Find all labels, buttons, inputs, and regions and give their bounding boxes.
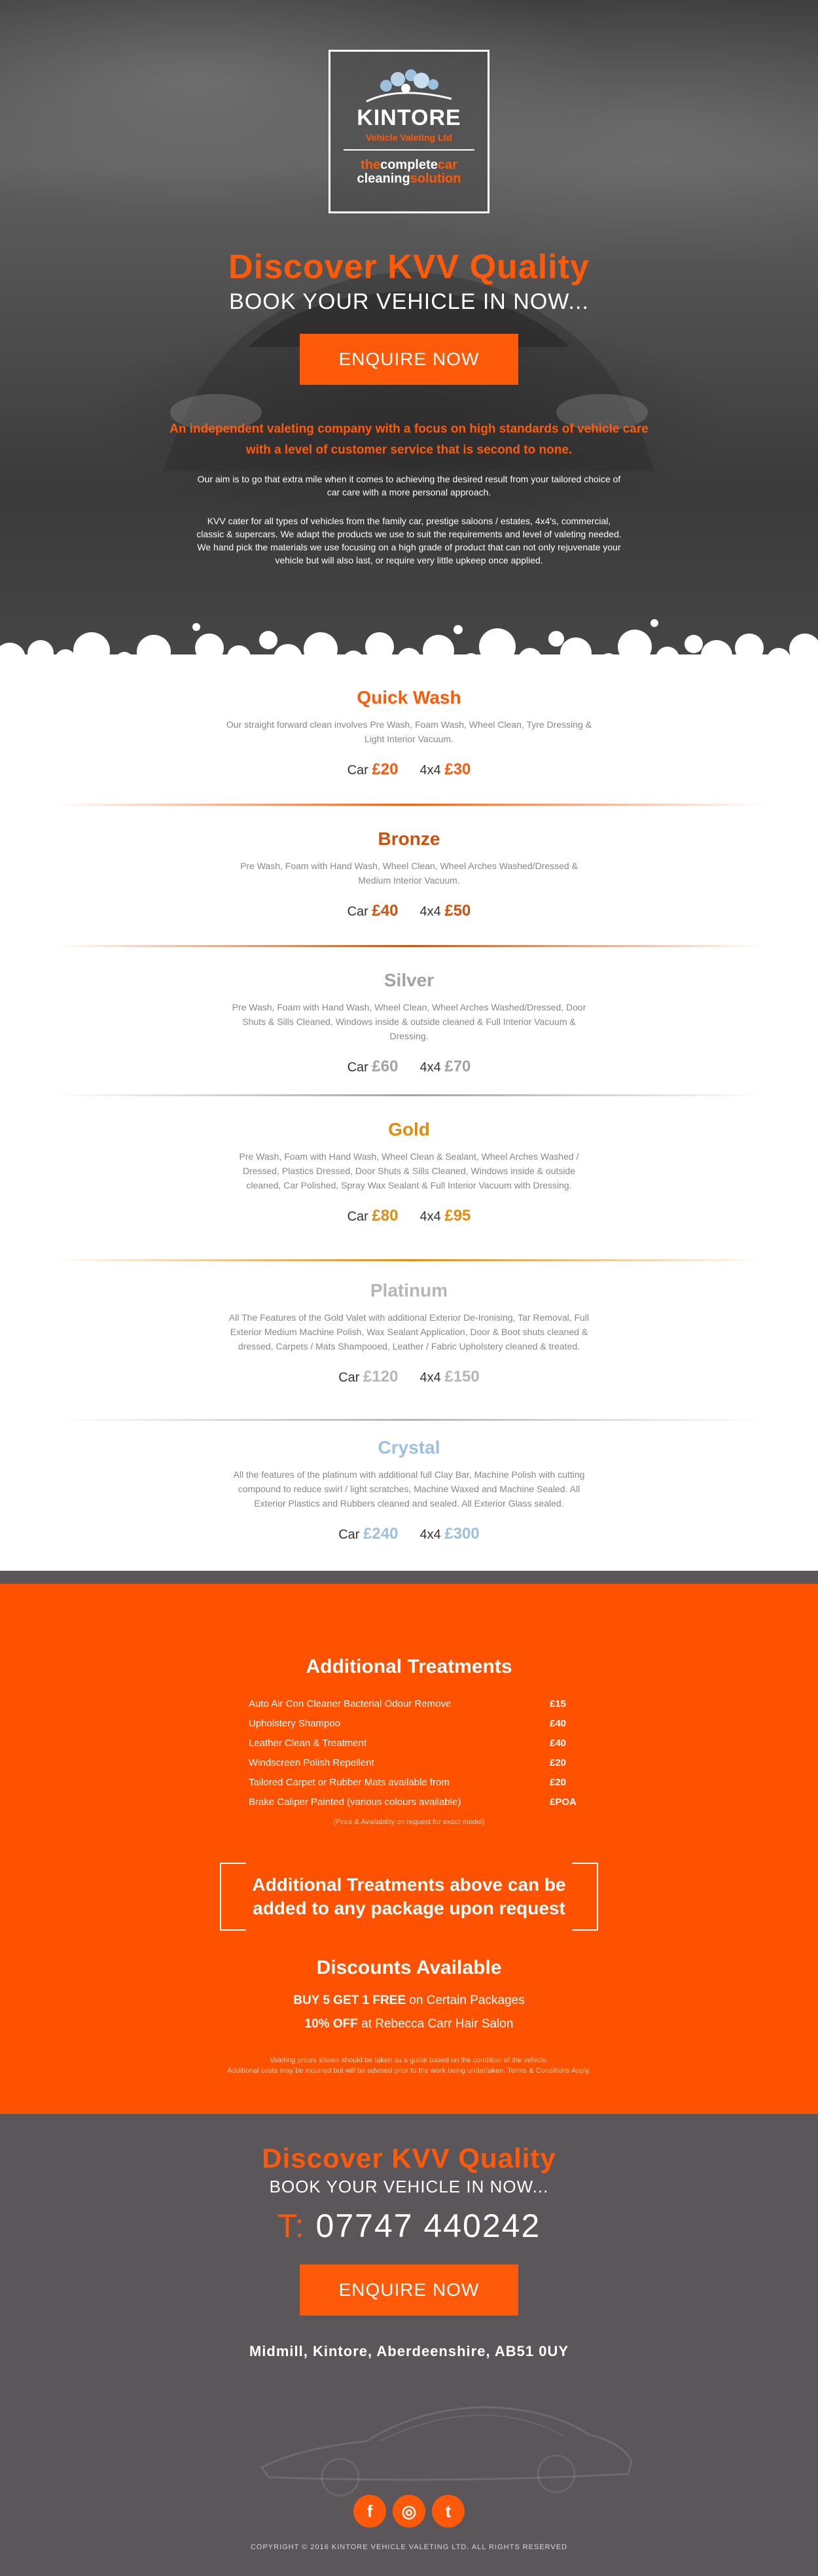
list-item [249,1753,576,1772]
tag-the: the [361,158,381,172]
package-name: Gold [388,1119,430,1139]
discount-offer-2 [0,2017,818,2031]
hero-enquire-button[interactable]: ENQUIRE NOW [300,334,518,385]
treatments-note: (Price & Availability on request for exact model) [333,1818,485,1826]
pricing-disclaimer [0,2055,818,2076]
bubbles-divider-top [0,601,818,673]
treatment-price: £40 [550,1737,567,1749]
4x4-price: £95 [444,1207,471,1225]
package-name: Crystal [378,1437,440,1458]
disclaimer-line-2: Additional costs may be incurred but will be advised prior to the work being undertaken. Terms & Conditions Apply. [227,2067,591,2075]
car-outline-icon [249,2369,641,2500]
treatment-price: £POA [550,1796,577,1808]
tag-cleaning: cleaning [357,171,410,186]
package-quick-wash [0,687,818,779]
4x4-label: 4x4 [419,1209,441,1224]
discount-1-text: on Certain Packages [406,1994,525,2007]
package-silver [0,970,818,1076]
treatment-name: Upholstery Shampoo [249,1717,341,1729]
tag-solution: solution [410,171,461,186]
treatment-price: £20 [550,1757,567,1768]
package-name: Silver [383,970,435,990]
box-corner [572,1863,598,1864]
treatment-name: Windscreen Polish Repellent [249,1757,374,1768]
car-price: £240 [363,1525,399,1543]
treatments-title: Additional Treatments [306,1656,512,1677]
brand-name: KINTORE [357,105,461,130]
package-divider [52,1419,766,1421]
treatment-name: Brake Caliper Painted (various colours available) [249,1796,461,1808]
discount-offer-1 [0,1994,818,2008]
package-divider [52,1094,766,1096]
footer-address: Midmill, Kintore, Aberdeenshire, AB51 0UY [249,2343,569,2359]
bubbles-divider-orange [0,1576,818,1648]
car-price: £80 [372,1207,399,1225]
bubbles-icon [360,66,458,104]
package-prices [0,1207,818,1225]
brand-subtitle: Vehicle Valeting Ltd [366,132,452,143]
social-links [353,2495,465,2529]
list-item [249,1792,576,1812]
car-label: Car [338,1528,360,1542]
hero-paragraph-1: Our aim is to go that extra mile when it comes to achieving the desired result from your tailored choice of car care with a more personal approach. [197,474,621,497]
treatment-price: £15 [550,1698,567,1709]
discounts-title: Discounts Available [316,1957,502,1978]
package-description: Pre Wash, Foam with Hand Wash, Wheel Clean, Wheel Arches Washed/Dressed & Medium Interior Vacuum. [240,861,578,885]
package-description: Our straight forward clean involves Pre Wash, Foam Wash, Wheel Clean, Tyre Dressing & Light Interior Vacuum. [226,719,592,744]
hero-title: Discover KVV Quality [228,248,590,286]
4x4-label: 4x4 [419,1060,441,1075]
package-prices [0,1058,818,1076]
treatments-list [249,1694,576,1812]
tag-complete: complete [380,158,438,172]
car-price: £40 [372,902,399,920]
package-crystal [0,1437,818,1543]
hero-section [0,0,818,654]
4x4-price: £70 [444,1058,471,1075]
footer-phone[interactable] [0,2207,818,2245]
box-corner [572,1929,598,1931]
discount-2-text: at Rebecca Carr Hair Salon [357,2017,514,2031]
4x4-label: 4x4 [419,1370,441,1385]
package-description: All The Features of the Gold Valet with additional Exterior De-Ironising, Tar Removal, Full Exterior Medium Machine Polish, Wax Sealant Application, Door & Boot shuts cleaned & dressed, Carpets / Mats Shampooed, Leather / Fabric Upholstery cleaned & treated. [228,1312,590,1351]
package-platinum [0,1280,818,1386]
discount-2-highlight: 10% OFF [304,2017,358,2031]
hero-subtitle: BOOK YOUR VEHICLE IN NOW... [229,289,589,314]
package-bronze [0,829,818,920]
brand-tagline-line2 [357,171,461,186]
package-name: Bronze [378,829,440,849]
list-item [249,1694,576,1713]
car-label: Car [347,763,368,778]
package-name: Quick Wash [357,687,461,707]
hero-paragraph-2: KVV cater for all types of vehicles from the family car, prestige saloons / estates, 4x4's, commercial, classic & supercars. We adapt the products we use to suit the requirements and level of valeting needed. We hand pick the materials we use focusing on a high grade of product that can not only rejuvenate your vehicle but will also last, or require very little upkeep once applied. [196,516,622,565]
package-divider [52,1259,766,1261]
box-corner [220,1929,246,1931]
instagram-icon[interactable]: ◎ [393,2495,425,2528]
treatment-price: £20 [550,1776,567,1788]
package-divider [52,945,766,947]
car-label: Car [347,1209,368,1224]
phone-prefix: T: [277,2208,306,2244]
packages-section [0,654,818,1571]
list-item [249,1713,576,1733]
package-description: All the features of the platinum with additional full Clay Bar, Machine Polish with cutting compound to reduce swirl / light scratches, Machine Waxed and Machine Sealed. All Exterior Plastics and Rubbers cleaned and sealed. All Exterior Glass sealed. [233,1469,585,1509]
twitter-icon[interactable]: t [432,2495,465,2528]
car-price: £60 [372,1058,399,1075]
box-corner [220,1863,246,1864]
logo-divider [344,149,474,151]
tag-car: car [437,158,457,172]
package-name: Platinum [370,1280,448,1300]
package-prices [0,760,818,779]
package-description: Pre Wash, Foam with Hand Wash, Wheel Clean & Sealant, Wheel Arches Washed / Dressed, Plastics Dressed, Door Shuts & Sills Cleaned, Windows inside & outside cleaned, Car Polished, Spray Wax Sealant & Full Interior Vacuum with Dressing. [239,1151,579,1190]
callout-line-2: added to any package upon request [253,1898,565,1918]
footer-title: Discover KVV Quality [262,2143,556,2174]
treatment-name: Tailored Carpet or Rubber Mats available from [249,1776,450,1788]
facebook-icon[interactable]: f [353,2495,386,2528]
package-description: Pre Wash, Foam with Hand Wash, Wheel Clean, Wheel Arches Washed/Dressed, Door Shuts & Sills Cleaned, Windows inside & outside cleaned & Full Interior Vacuum & Dressing. [232,1002,586,1041]
treatment-price: £40 [550,1717,567,1729]
phone-number[interactable]: 07747 440242 [315,2208,541,2244]
car-label: Car [338,1370,360,1385]
hero-intro-text: An independent valeting company with a focus on high standards of vehicle care with a level of customer service that is second to none. [169,422,649,457]
car-price: £20 [372,760,399,778]
brand-tagline-line1 [361,158,457,171]
4x4-price: £150 [444,1368,480,1386]
car-price: £120 [363,1368,399,1386]
4x4-label: 4x4 [419,763,441,778]
4x4-price: £300 [444,1525,480,1543]
treatments-callout-box [220,1863,598,1931]
disclaimer-line-1: Valeting prices shown should be taken as a guide based on the condition of the vehicle. [270,2056,548,2064]
discount-1-highlight: BUY 5 GET 1 FREE [293,1994,406,2007]
package-prices [0,1368,818,1386]
treatment-name: Leather Clean & Treatment [249,1737,367,1749]
list-item [249,1733,576,1753]
callout-line-1: Additional Treatments above can be [252,1874,566,1895]
4x4-label: 4x4 [419,904,441,919]
list-item [249,1772,576,1792]
treatment-name: Auto Air Con Cleaner Bacterial Odour Remove [249,1698,452,1709]
car-label: Car [347,904,368,919]
4x4-label: 4x4 [419,1528,441,1542]
footer-enquire-button[interactable]: ENQUIRE NOW [300,2264,518,2316]
car-label: Car [347,1060,368,1075]
copyright-text: COPYRIGHT © 2016 KINTORE VEHICLE VALETING LTD. ALL RIGHTS RESERVED [250,2543,568,2551]
4x4-price: £30 [444,760,471,778]
package-prices [0,1525,818,1543]
4x4-price: £50 [444,902,471,920]
brand-logo[interactable] [329,50,489,213]
package-gold [0,1119,818,1225]
footer-subtitle: BOOK YOUR VEHICLE IN NOW... [269,2177,549,2196]
package-prices [0,902,818,920]
package-divider [52,804,766,806]
